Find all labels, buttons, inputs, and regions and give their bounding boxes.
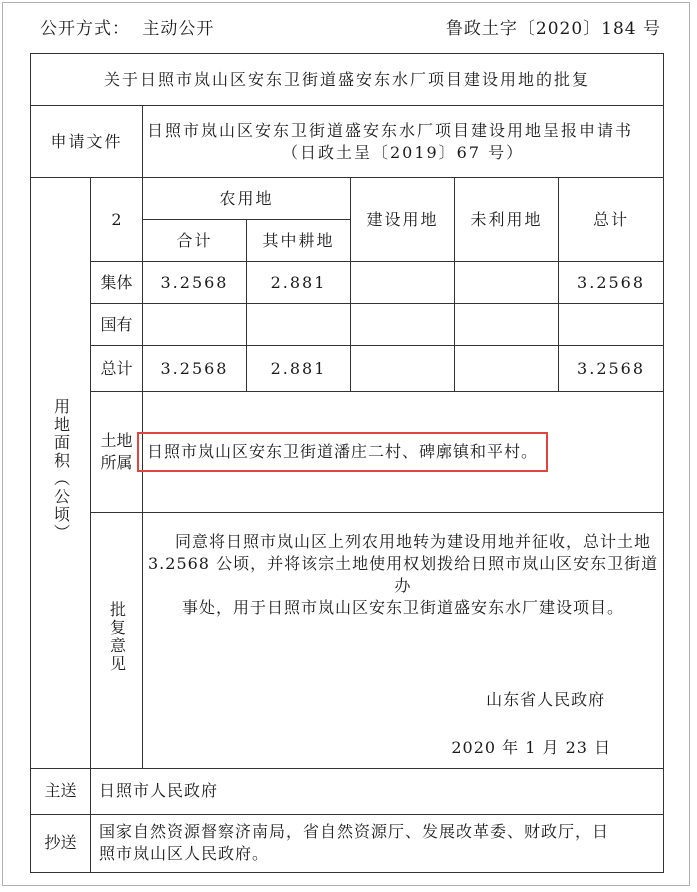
- opinion-text-1: 同意将日照市岚山区上列农用地转为建设用地并征收，总计土地: [175, 531, 652, 551]
- row-label: 集体: [91, 262, 143, 304]
- row-label: 总计: [91, 346, 143, 392]
- copy-send-line-2: 照市岚山区人民政府。: [99, 844, 270, 864]
- opinion-text-2: 3.2568 公顷，并将该宗土地使用权划拨给日照市岚山区安东卫街道办: [148, 553, 659, 595]
- table-row: [31, 304, 664, 346]
- disclosure-label: 公开方式：: [40, 19, 130, 39]
- copy-send-value: [91, 814, 664, 872]
- ownership-label-line-2: 所属: [100, 452, 133, 472]
- cell-total: 3.2568: [559, 262, 664, 304]
- table-row: [31, 262, 664, 304]
- main-send-value: 日照市人民政府: [91, 768, 664, 814]
- cell-unused: [455, 304, 559, 346]
- cell-unused: [455, 346, 559, 392]
- application-line-2: （日政土呈〔2019〕67 号）: [281, 142, 525, 162]
- cell-unused: [455, 262, 559, 304]
- approval-form-table: [30, 53, 664, 873]
- table-corner: 2: [91, 178, 143, 262]
- opinion-label-cell: [91, 512, 143, 768]
- disclosure-value: 主动公开: [142, 19, 215, 39]
- land-area-label: 用地面积（公顷）: [51, 397, 71, 542]
- table-row: [31, 346, 664, 392]
- application-line-1: 日照市岚山区安东卫街道盛安东水厂项目建设用地呈报申请书: [147, 120, 634, 140]
- farm-arable-header: 其中耕地: [247, 220, 351, 262]
- document-number: 鲁政土字〔2020〕184 号: [445, 19, 661, 39]
- cell-farm-arable: [247, 304, 351, 346]
- application-label: 申请文件: [31, 106, 143, 178]
- ownership-label-line-1: 土地: [100, 430, 133, 450]
- land-ownership-cell: [143, 392, 664, 512]
- main-send-label: 主送: [31, 768, 91, 814]
- cell-farm-arable: 2.881: [247, 262, 351, 304]
- farm-land-header: 农用地: [143, 178, 351, 220]
- cell-total: [559, 304, 664, 346]
- land-area-label-cell: [31, 178, 91, 769]
- cell-farm-total: [143, 304, 247, 346]
- copy-send-line-1: 国家自然资源督察济南局，省自然资源厅、发展改革委、财政厅，日: [99, 822, 610, 842]
- cell-construction: [351, 262, 455, 304]
- application-value: [143, 106, 664, 178]
- cell-farm-arable: 2.881: [247, 346, 351, 392]
- unused-land-header: 未利用地: [455, 178, 559, 262]
- opinion-body: [143, 512, 664, 768]
- construction-land-header: 建设用地: [351, 178, 455, 262]
- farm-total-header: 合计: [143, 220, 247, 262]
- row-label: 国有: [91, 304, 143, 346]
- opinion-date: 2020 年 1 月 23 日: [451, 737, 612, 757]
- copy-send-label: 抄送: [31, 814, 91, 872]
- opinion-signatory: 山东省人民政府: [486, 689, 606, 709]
- total-header: 总计: [559, 178, 664, 262]
- document-title: 关于日照市岚山区安东卫街道盛安东水厂项目建设用地的批复: [31, 54, 664, 106]
- cell-farm-total: 3.2568: [143, 346, 247, 392]
- disclosure-mode: [40, 14, 214, 39]
- opinion-text-3: 事处，用于日照市岚山区安东卫街道盛安东水厂建设项目。: [182, 597, 625, 617]
- cell-total: 3.2568: [559, 346, 664, 392]
- cell-farm-total: 3.2568: [143, 262, 247, 304]
- cell-construction: [351, 304, 455, 346]
- land-ownership-label: [91, 392, 143, 512]
- opinion-label: 批复意见: [107, 601, 127, 674]
- land-ownership-value: 日照市岚山区安东卫街道潘庄二村、碑廓镇和平村。: [137, 432, 548, 472]
- cell-construction: [351, 346, 455, 392]
